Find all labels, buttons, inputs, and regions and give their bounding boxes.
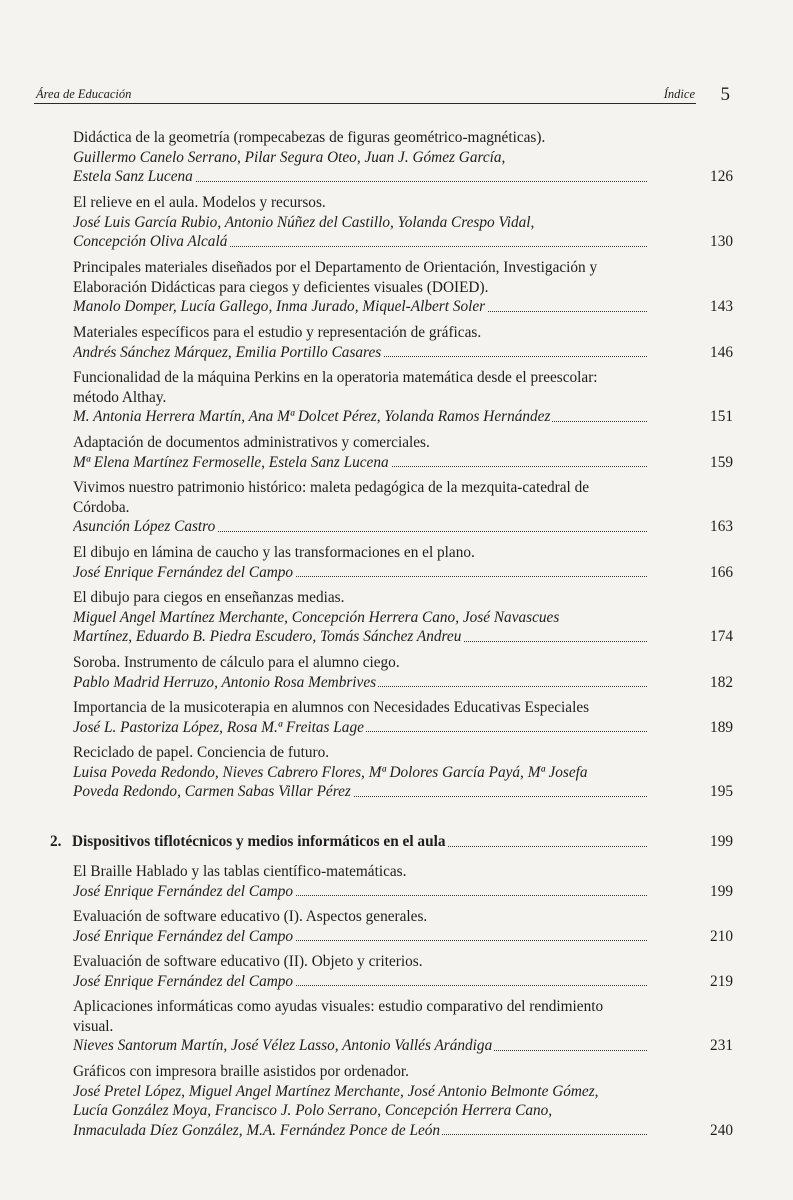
entry-leader-line bbox=[73, 927, 647, 947]
toc-entry[interactable] bbox=[73, 478, 733, 537]
toc-entry[interactable] bbox=[73, 743, 733, 802]
toc-entry[interactable] bbox=[73, 1062, 733, 1140]
entry-authors: Concepción Oliva Alcalá bbox=[73, 233, 228, 250]
entry-title: Funcionalidad de la máquina Perkins en la operatoria matemática desde el preescolar: bbox=[73, 369, 598, 386]
entry-page-number: 199 bbox=[710, 882, 733, 900]
entry-title: Vivimos nuestro patrimonio histórico: maleta pedagógica de la mezquita-catedral de bbox=[73, 479, 590, 496]
entry-title: Aplicaciones informáticas como ayudas visuales: estudio comparativo del rendimiento bbox=[73, 998, 604, 1015]
toc-entry[interactable] bbox=[73, 543, 733, 582]
entry-authors: Mª Elena Martínez Fermoselle, Estela Sanz Lucena bbox=[73, 453, 389, 471]
toc-entry[interactable] bbox=[73, 997, 733, 1056]
entry-leader-line bbox=[73, 1036, 647, 1056]
entry-authors: Inmaculada Díez González, M.A. Fernández Ponce de León bbox=[73, 1121, 441, 1139]
header-rule bbox=[34, 103, 696, 104]
entry-leader-line bbox=[73, 627, 647, 647]
entry-page-number: 240 bbox=[710, 1121, 733, 1139]
entry-authors: Manolo Domper, Lucía Gallego, Inma Jurado, Miquel-Albert Soler bbox=[73, 298, 486, 315]
toc-entry[interactable] bbox=[73, 323, 733, 362]
entry-title: El dibujo en lámina de caucho y las transformaciones en el plano. bbox=[73, 544, 475, 561]
entry-authors: Estela Sanz Lucena bbox=[73, 168, 193, 185]
entry-page-number: 130 bbox=[710, 233, 733, 250]
entry-authors: José Enrique Fernández del Campo bbox=[73, 927, 294, 945]
entry-title: Elaboración Didácticas para ciegos y deficientes visuales (DOIED). bbox=[73, 278, 489, 296]
entry-authors: Miguel Angel Martínez Merchante, Concepción Herrera Cano, José Navascues bbox=[73, 608, 560, 626]
entry-page-number: 166 bbox=[710, 563, 733, 581]
entry-page-number: 210 bbox=[710, 927, 733, 945]
running-header bbox=[34, 84, 730, 108]
toc-entry[interactable] bbox=[73, 653, 733, 692]
entry-page-number: 182 bbox=[710, 673, 733, 691]
section-label bbox=[50, 833, 447, 850]
toc-entry[interactable] bbox=[73, 128, 733, 187]
toc-entry[interactable] bbox=[73, 258, 733, 317]
entry-title: Gráficos con impresora braille asistidos por ordenador. bbox=[73, 1063, 410, 1080]
entry-authors: Martínez, Eduardo B. Piedra Escudero, Tomás Sánchez Andreu bbox=[73, 628, 462, 645]
toc-entry[interactable] bbox=[73, 193, 733, 252]
entry-leader-line bbox=[73, 563, 647, 583]
entry-authors: José Enrique Fernández del Campo bbox=[73, 972, 294, 990]
entry-leader-line bbox=[73, 782, 647, 802]
entry-leader-line bbox=[73, 407, 647, 427]
entry-authors: Poveda Redondo, Carmen Sabas Villar Pérez bbox=[73, 783, 351, 800]
entry-page-number: 159 bbox=[710, 453, 733, 471]
entry-title: Importancia de la musicoterapia en alumnos con Necesidades Educativas Especiales bbox=[73, 699, 590, 716]
entry-title: Córdoba. bbox=[73, 498, 130, 516]
entry-authors: José Pretel López, Miguel Angel Martínez Merchante, José Antonio Belmonte Gómez, bbox=[73, 1082, 599, 1100]
toc-entry[interactable] bbox=[73, 698, 733, 737]
entry-title: Principales materiales diseñados por el Departamento de Orientación, Investigación y bbox=[73, 259, 598, 276]
entry-authors: M. Antonia Herrera Martín, Ana Mª Dolcet Pérez, Yolanda Ramos Hernández bbox=[73, 408, 551, 425]
toc-entry[interactable] bbox=[73, 862, 733, 901]
entry-title: Didáctica de la geometría (rompecabezas de figuras geométrico-magnéticas). bbox=[73, 129, 546, 146]
entry-title: El Braille Hablado y las tablas científico-matemáticas. bbox=[73, 863, 407, 880]
entry-title: El dibujo para ciegos en enseñanzas medias. bbox=[73, 589, 345, 606]
toc-entry[interactable] bbox=[73, 952, 733, 991]
entry-page-number: 195 bbox=[710, 783, 733, 800]
entry-page-number: 146 bbox=[710, 343, 733, 361]
entry-authors: Pablo Madrid Herruzo, Antonio Rosa Membrives bbox=[73, 673, 377, 691]
entry-page-number: 231 bbox=[710, 1037, 733, 1054]
entry-page-number: 143 bbox=[710, 298, 733, 315]
entry-leader-line bbox=[73, 453, 647, 473]
entry-authors: Asunción López Castro bbox=[73, 518, 216, 535]
entry-leader-line bbox=[73, 882, 647, 902]
entry-title: El relieve en el aula. Modelos y recursos. bbox=[73, 194, 326, 211]
section-leader-line bbox=[50, 832, 647, 852]
toc-entry[interactable] bbox=[73, 368, 733, 427]
entry-title: Materiales específicos para el estudio y representación de gráficas. bbox=[73, 324, 482, 341]
toc-entry[interactable] bbox=[73, 433, 733, 472]
entry-authors: José L. Pastoriza López, Rosa M.ª Freitas Lage bbox=[73, 718, 364, 736]
entry-authors: Lucía González Moya, Francisco J. Polo Serrano, Concepción Herrera Cano, bbox=[73, 1102, 553, 1119]
entry-authors: Luisa Poveda Redondo, Nieves Cabrero Flores, Mª Dolores García Payá, Mª Josefa bbox=[73, 763, 588, 781]
entry-authors: José Luis García Rubio, Antonio Núñez del Castillo, Yolanda Crespo Vidal, bbox=[73, 213, 535, 231]
entry-authors: Nieves Santorum Martín, José Vélez Lasso, Antonio Vallés Arándiga bbox=[73, 1037, 493, 1054]
entry-title: visual. bbox=[73, 1017, 114, 1035]
toc-entry[interactable] bbox=[73, 588, 733, 647]
entry-leader-line bbox=[73, 1121, 647, 1141]
header-area: Área de Educación bbox=[36, 87, 132, 101]
entry-title: Evaluación de software educativo (II). Objeto y criterios. bbox=[73, 953, 423, 970]
entry-leader-line bbox=[73, 972, 647, 992]
entry-authors: José Enrique Fernández del Campo bbox=[73, 882, 294, 900]
header-indice: Índice bbox=[663, 87, 695, 101]
entry-page-number: 126 bbox=[710, 168, 733, 185]
entry-page-number: 219 bbox=[710, 972, 733, 990]
entry-leader-line bbox=[73, 718, 647, 738]
entry-title: Adaptación de documentos administrativos y comerciales. bbox=[73, 434, 430, 451]
entry-page-number: 163 bbox=[710, 518, 733, 535]
section-page-number: 199 bbox=[710, 833, 733, 850]
entry-leader-line bbox=[73, 517, 647, 537]
section-heading[interactable] bbox=[50, 832, 733, 852]
entry-authors: José Enrique Fernández del Campo bbox=[73, 563, 294, 581]
entry-leader-line bbox=[73, 232, 647, 252]
header-page-number: 5 bbox=[720, 84, 730, 105]
entry-title: Soroba. Instrumento de cálculo para el alumno ciego. bbox=[73, 654, 400, 671]
entry-leader-line bbox=[73, 673, 647, 693]
entry-authors: Andrés Sánchez Márquez, Emilia Portillo Casares bbox=[73, 343, 382, 361]
toc-entry[interactable] bbox=[73, 907, 733, 946]
entry-leader-line bbox=[73, 167, 647, 187]
entry-page-number: 174 bbox=[710, 628, 733, 645]
entry-page-number: 189 bbox=[710, 718, 733, 736]
section-title: Dispositivos tiflotécnicos y medios informáticos en el aula bbox=[72, 833, 446, 850]
entry-page-number: 151 bbox=[710, 408, 733, 425]
entry-title: método Althay. bbox=[73, 388, 167, 406]
entry-leader-line bbox=[73, 297, 647, 317]
entry-leader-line bbox=[73, 343, 647, 363]
section-number: 2. bbox=[50, 833, 62, 850]
entry-authors: Guillermo Canelo Serrano, Pilar Segura Oteo, Juan J. Gómez García, bbox=[73, 148, 506, 166]
entry-title: Evaluación de software educativo (I). Aspectos generales. bbox=[73, 908, 428, 925]
entry-title: Reciclado de papel. Conciencia de futuro. bbox=[73, 744, 330, 761]
